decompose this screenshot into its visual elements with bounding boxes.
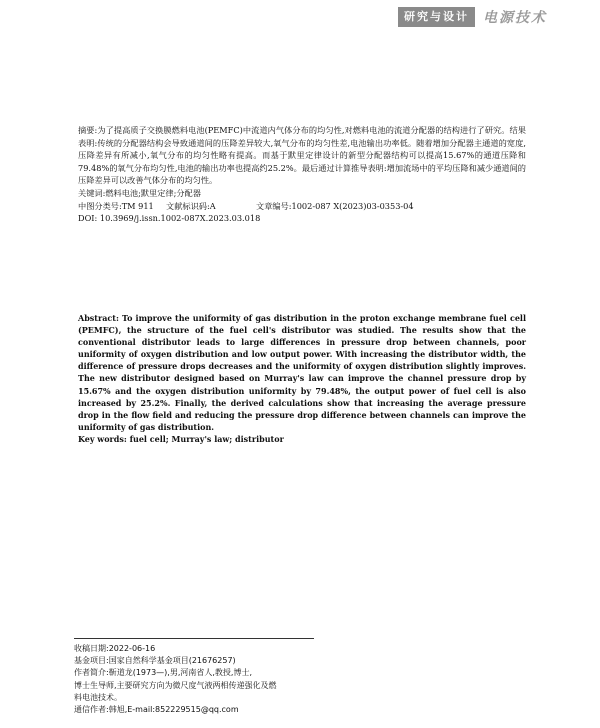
chinese-abstract: 摘要:为了提高质子交换膜燃料电池(PEMFC)中流道内气体分布的均匀性,对燃料电池的流道分配器的结构进行了研究。结果表明:传统的分配器结构会导致通道间的压降差异较大,氧气分布的均匀性差,电池输出功率低。随着增加分配器主通道的宽度,压降差异有所减小,氧气分布的均匀性略有提高。而基于默里定律设计的新型分配器结构可以提高15.67%的通道压降和79.48%的氧气分布均匀性,电池的输出功率也提高约25.2%。最后通过计算推导表明:增加流场中的平均压降和减少通道间的压降差异可以改善气体分布的均匀性。 [78, 125, 526, 186]
chinese-keywords: 关键词:燃料电池;默里定律;分配器 [78, 187, 201, 198]
author-info-line1: 作者简介:靳道龙(1973—),男,河南省人,教授,博士, [74, 668, 253, 678]
journal-header [398, 6, 547, 28]
classification-line [78, 200, 526, 213]
section-tag: 研究与设计 [398, 7, 475, 27]
author-info-line2: 博士生导师,主要研究方向为微尺度气液两相传递强化及燃 [74, 680, 277, 690]
english-keywords: Key words: fuel cell; Murray's law; distributor [78, 433, 284, 444]
footnote [74, 638, 314, 716]
document-code: 文献标识码:A [166, 200, 216, 211]
fund-info: 基金项目:国家自然科学基金项目(21676257) [74, 656, 236, 666]
journal-name: 电源技术 [483, 10, 547, 26]
chinese-abstract-block [78, 124, 526, 225]
article-number: 文章编号:1002-087 X(2023)03-0353-04 [256, 200, 414, 211]
english-abstract-block [78, 312, 526, 445]
correspondence: 通信作者:韩旭,E-mail:852229515@qq.com [74, 705, 239, 715]
author-info-line3: 料电池技术。 [74, 692, 122, 702]
doi: DOI: 10.3969/j.issn.1002-087X.2023.03.018 [78, 213, 261, 224]
clc-number: 中图分类号:TM 911 [78, 200, 154, 211]
english-abstract: Abstract: To improve the uniformity of gas distribution in the proton exchange membrane fuel cell (PEMFC), the structure of the fuel cell's distributor was studied. The results show that the conventional distributor leads to large differences in pressure drop between channels, poor uniformity of oxygen distribution and low output power. With increasing the distributor width, the difference of pressure drops decreases and the uniformity of oxygen distribution slightly improves. The new distributor designed based on Murray's law can improve the channel pressure drop by 15.67% and the oxygen distribution uniformity by 79.48%, the output power of fuel cell is also increased by 25.2%. Finally, the derived calculations show that increasing the average pressure drop in the flow field and reducing the pressure drop difference between channels can improve the uniformity of gas distribution. [78, 313, 526, 432]
received-date: 收稿日期:2022-06-16 [74, 644, 156, 653]
